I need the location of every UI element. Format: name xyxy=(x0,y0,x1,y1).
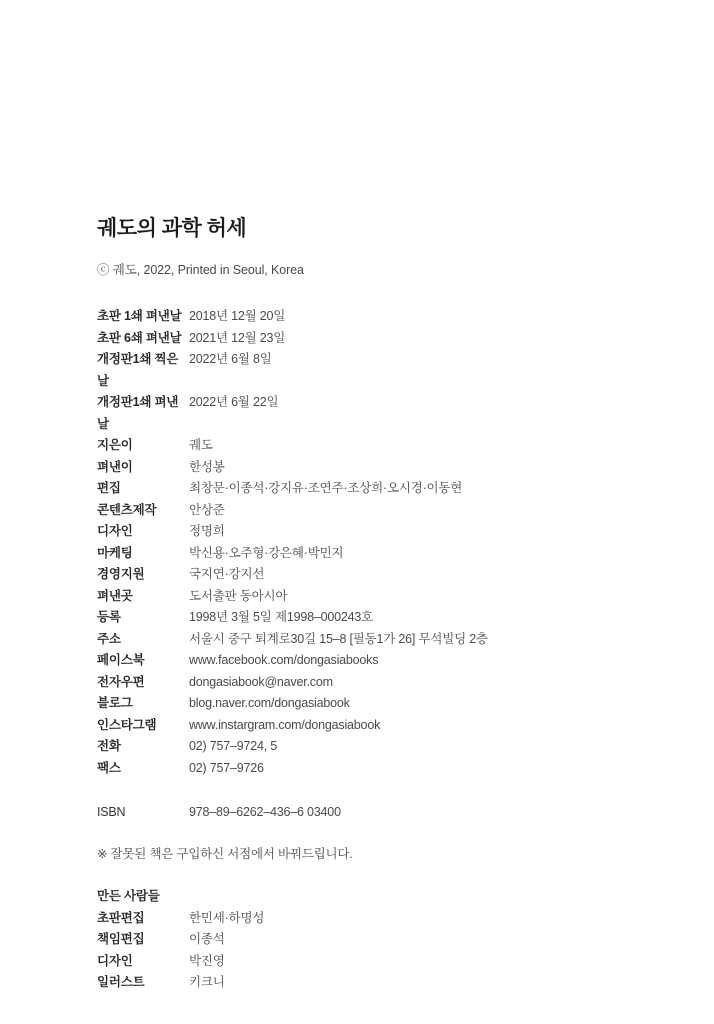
row-value: dongasiabook@naver.com xyxy=(189,674,333,689)
row-label: 마케팅 xyxy=(97,545,133,560)
colophon-row xyxy=(97,328,657,350)
colophon-row xyxy=(97,435,657,457)
row-value: blog.naver.com/dongasiabook xyxy=(189,696,350,710)
colophon-row xyxy=(97,715,657,737)
row-label: 편집 xyxy=(97,481,121,495)
isbn-label: ISBN xyxy=(97,805,126,819)
row-label: 팩스 xyxy=(97,760,121,775)
row-value: 궤도 xyxy=(189,438,213,452)
exchange-notice: ※ 잘못된 책은 구입하신 서점에서 바꿔드립니다. xyxy=(97,846,353,861)
colophon-row xyxy=(97,736,657,758)
row-value: 국지연·강지선 xyxy=(189,567,265,581)
colophon-row xyxy=(97,349,657,392)
colophon-row xyxy=(97,629,657,651)
row-label: 페이스북 xyxy=(97,653,145,667)
makers-row xyxy=(97,972,657,994)
row-label: 등록 xyxy=(97,610,121,624)
colophon-row xyxy=(97,607,657,629)
colophon-row xyxy=(97,457,657,479)
colophon-row xyxy=(97,650,657,672)
row-value: 2022년 6월 22일 xyxy=(189,395,279,409)
row-label: 펴낸곳 xyxy=(97,588,133,603)
row-value: www.facebook.com/dongasiabooks xyxy=(189,653,379,667)
colophon-row xyxy=(97,500,657,522)
row-value: 정명희 xyxy=(189,524,225,538)
row-label: 인스타그램 xyxy=(97,717,157,732)
row-value: 도서출판 동아시아 xyxy=(189,588,288,603)
row-value: 박신용·오주형·강은혜·박민지 xyxy=(189,545,344,560)
row-label: 콘텐츠제작 xyxy=(97,502,157,517)
colophon-row xyxy=(97,543,657,565)
isbn-value: 978–89–6262–436–6 03400 xyxy=(189,805,341,819)
colophon-row xyxy=(97,693,657,715)
colophon-row xyxy=(97,478,657,500)
colophon-row xyxy=(97,758,657,780)
page-title: 궤도의 과학 허세 xyxy=(97,217,247,240)
row-label: 블로그 xyxy=(97,696,133,710)
row-label: 초판 1쇄 펴낸날 xyxy=(97,309,182,323)
colophon-row xyxy=(97,306,657,328)
colophon-row xyxy=(97,564,657,586)
makers-row xyxy=(97,929,657,951)
makers-row xyxy=(97,908,657,930)
colophon-rows xyxy=(97,306,657,779)
row-label: 펴낸이 xyxy=(97,459,133,474)
row-label: 주소 xyxy=(97,631,121,646)
row-label: 지은이 xyxy=(97,438,133,452)
row-value: 1998년 3월 5일 제1998–000243호 xyxy=(189,610,373,624)
row-value: 2022년 6월 8일 xyxy=(189,352,272,366)
row-label: 초판 6쇄 펴낸날 xyxy=(97,330,182,345)
row-value: 키크니 xyxy=(189,975,225,989)
row-value: 한성봉 xyxy=(189,459,225,474)
makers-heading: 만든 사람들 xyxy=(97,889,160,903)
row-value: 이종석 xyxy=(189,932,225,946)
row-value: 박진영 xyxy=(189,953,225,968)
row-label: 디자인 xyxy=(97,524,133,538)
colophon-row xyxy=(97,672,657,694)
row-label: 개정판1쇄 찍은날 xyxy=(97,352,179,388)
colophon-row xyxy=(97,392,657,435)
row-value: 최창문·이종석·강지유·조연주·조상희·오시경·이동현 xyxy=(189,481,463,495)
makers-rows xyxy=(97,908,657,994)
isbn-block xyxy=(97,802,657,824)
row-value: www.instargram.com/dongasiabook xyxy=(189,717,381,732)
colophon-row xyxy=(97,586,657,608)
isbn-row xyxy=(97,802,657,824)
row-label: 개정판1쇄 펴낸날 xyxy=(97,395,179,431)
row-label: 디자인 xyxy=(97,953,133,968)
row-label: 경영지원 xyxy=(97,567,145,581)
copyright-line: ⓒ 궤도, 2022, Printed in Seoul, Korea xyxy=(97,263,304,277)
colophon-content xyxy=(97,216,657,994)
row-label: 전화 xyxy=(97,739,121,753)
row-label: 책임편집 xyxy=(97,932,145,946)
row-value: 02) 757–9724, 5 xyxy=(189,739,278,753)
row-value: 02) 757–9726 xyxy=(189,760,264,775)
row-label: 초판편집 xyxy=(97,910,145,925)
row-label: 일러스트 xyxy=(97,975,145,989)
row-value: 2018년 12월 20일 xyxy=(189,309,286,323)
colophon-row xyxy=(97,521,657,543)
makers-section xyxy=(97,886,657,994)
row-value: 2021년 12월 23일 xyxy=(189,330,286,345)
row-value: 서울시 중구 퇴계로30길 15–8 [필동1가 26] 무석빌딩 2층 xyxy=(189,631,488,646)
makers-row xyxy=(97,951,657,973)
row-value: 안상준 xyxy=(189,502,225,517)
row-label: 전자우편 xyxy=(97,674,145,689)
row-value: 한민세·하명성 xyxy=(189,910,265,925)
